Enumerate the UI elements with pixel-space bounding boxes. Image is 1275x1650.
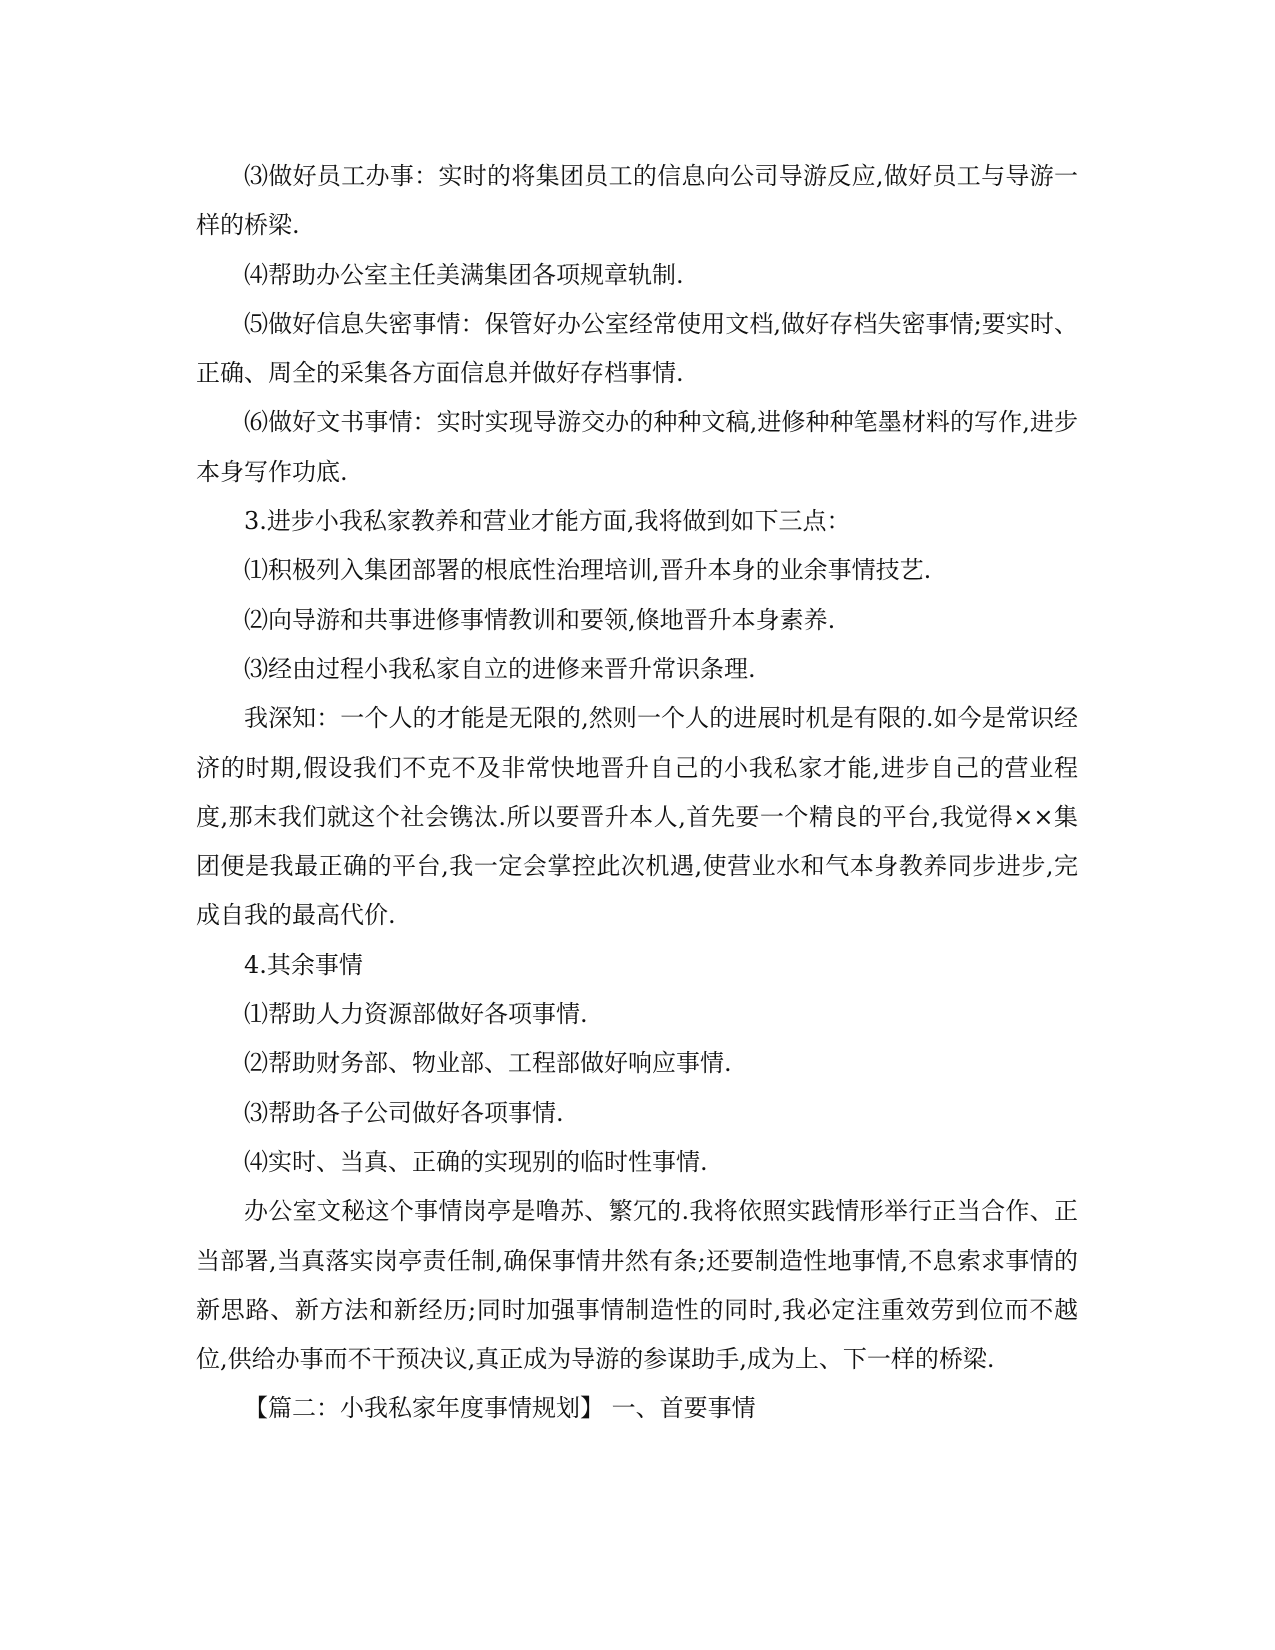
paragraph-reflection: 我深知：一个人的才能是无限的,然则一个人的进展时机是有限的.如今是常识经济的时期,假设我们不克不及非常快地晋升自己的小我私家才能,进步自己的营业程度,那末我们就这个社会镌汰.所以要晋升本人,首先要一个精良的平台,我觉得××集团便是我最正确的平台,我一定会掌控此次机遇,使营业水和气本身教养同步进步,完成自我的最高代价. bbox=[196, 704, 1078, 930]
chapter-two-heading: 【篇二：小我私家年度事情规划】 一、首要事情 bbox=[244, 1394, 756, 1423]
paragraph-temporary: ⑷实时、当真、正确的实现别的临时性事情. bbox=[244, 1147, 708, 1176]
paragraph-item-6-documents: ⑹做好文书事情：实时实现导游交办的种种文稿,进修种种笔墨材料的写作,进步本身写作功底. bbox=[196, 408, 1078, 486]
document-body bbox=[196, 152, 1078, 1434]
section-heading-3: 3.进步小我私家教养和营业才能方面,我将做到如下三点： bbox=[244, 507, 851, 536]
paragraph-item-3-staff: ⑶做好员工办事：实时的将集团员工的信息向公司导游反应,做好员工与导游一样的桥梁. bbox=[196, 162, 1078, 240]
paragraph-learning: ⑵向导游和共事进修事情教训和要领,倏地晋升本身素养. bbox=[244, 605, 836, 634]
paragraph-conclusion: 办公室文秘这个事情岗亭是噜苏、繁冗的.我将依照实践情形举行正当合作、正当部署,当真落实岗亭责任制,确保事情井然有条;还要制造性地事情,不息索求事情的新思路、新方法和新经历;同时加强事情制造性的同时,我必定注重效劳到位而不越位,供给办事而不干预决议,真正成为导游的参谋助手,成为上、下一样的桥梁. bbox=[196, 1197, 1078, 1374]
paragraph-subsidiaries: ⑶帮助各子公司做好各项事情. bbox=[244, 1098, 564, 1127]
paragraph-hr: ⑴帮助人力资源部做好各项事情. bbox=[244, 1000, 588, 1029]
paragraph-item-4-rules: ⑷帮助办公室主任美满集团各项规章轨制. bbox=[244, 260, 684, 289]
paragraph-training: ⑴积极列入集团部署的根底性治理培训,晋升本身的业余事情技艺. bbox=[244, 556, 932, 585]
paragraph-self-study: ⑶经由过程小我私家自立的进修来晋升常识条理. bbox=[244, 654, 756, 683]
paragraph-item-5-confidential: ⑸做好信息失密事情：保管好办公室经常使用文档,做好存档失密事情;要实时、正确、周全的采集各方面信息并做好存档事情. bbox=[196, 309, 1078, 388]
paragraph-finance: ⑵帮助财务部、物业部、工程部做好响应事情. bbox=[244, 1049, 732, 1078]
section-heading-4: 4.其余事情 bbox=[244, 950, 363, 979]
